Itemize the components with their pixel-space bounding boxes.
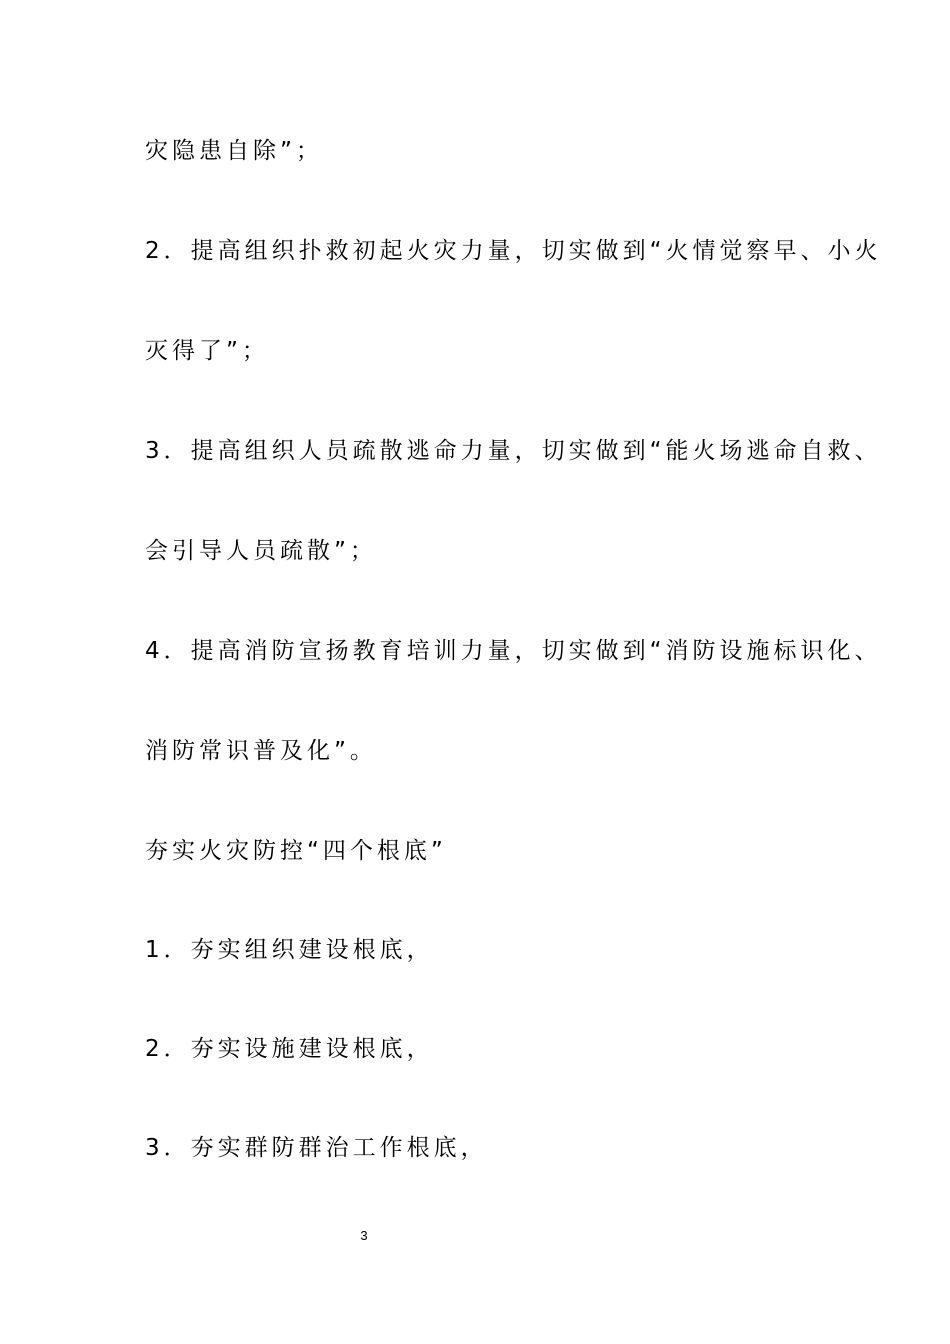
text-line: 3．提高组织人员疏散逃命力量，切实做到“能火场逃命自救、 [145, 438, 882, 464]
text-line: 3．夯实群防群治工作根底， [145, 1135, 488, 1161]
text-line: 消防常识普及化”。 [145, 738, 377, 764]
text-line: 2．夯实设施建设根底， [145, 1036, 434, 1062]
text-line: 2．提高组织扑救初起火灾力量，切实做到“火情觉察早、小火 [145, 238, 882, 264]
text-line: 灭得了”； [145, 338, 269, 364]
text-line: 灾隐患自除”； [145, 138, 323, 164]
page-number: 3 [360, 1228, 368, 1243]
section-heading: 夯实火灾防控“四个根底” [145, 838, 447, 864]
text-line: 1．夯实组织建设根底， [145, 937, 434, 963]
text-line: 会引导人员疏散”； [145, 538, 377, 564]
text-line: 4．提高消防宣扬教育培训力量，切实做到“消防设施标识化、 [145, 638, 882, 664]
